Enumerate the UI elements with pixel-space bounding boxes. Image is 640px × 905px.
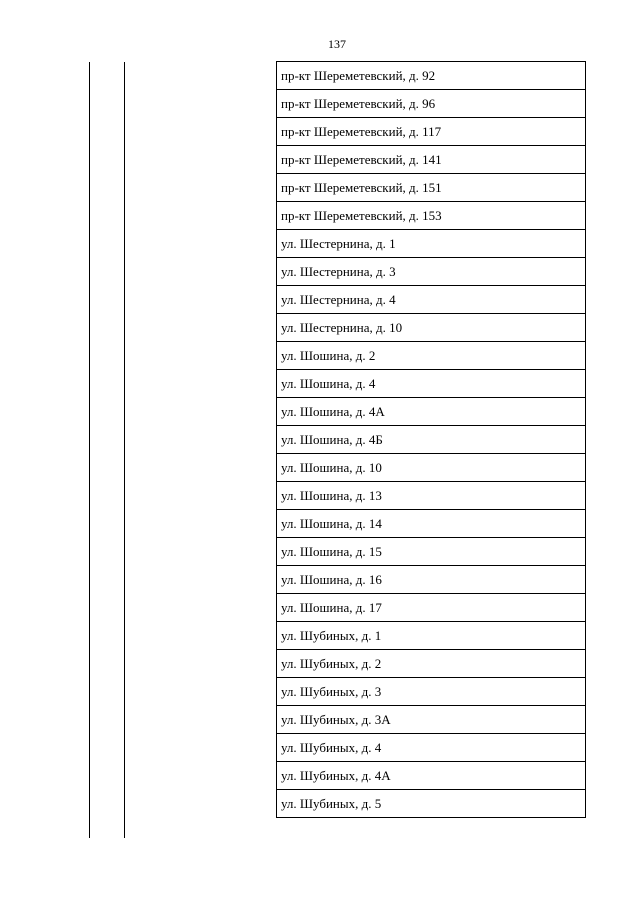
address-cell: ул. Шошина, д. 4Б	[277, 426, 586, 454]
table-row	[277, 146, 586, 174]
table-row	[277, 230, 586, 258]
address-cell: ул. Шошина, д. 2	[277, 342, 586, 370]
table-row	[277, 202, 586, 230]
address-table	[276, 61, 586, 818]
table-row	[277, 706, 586, 734]
address-cell: ул. Шубиных, д. 3А	[277, 706, 586, 734]
table-row	[277, 566, 586, 594]
table-left-border	[89, 62, 90, 838]
address-cell: пр-кт Шереметевский, д. 96	[277, 90, 586, 118]
table-row	[277, 258, 586, 286]
table-row	[277, 734, 586, 762]
address-cell: ул. Шубиных, д. 4А	[277, 762, 586, 790]
address-cell: ул. Шестернина, д. 3	[277, 258, 586, 286]
table-row	[277, 426, 586, 454]
page-number: 137	[328, 37, 346, 51]
table-row	[277, 62, 586, 90]
address-cell: ул. Шошина, д. 4	[277, 370, 586, 398]
table-row	[277, 342, 586, 370]
address-cell: пр-кт Шереметевский, д. 92	[277, 62, 586, 90]
address-cell: пр-кт Шереметевский, д. 151	[277, 174, 586, 202]
address-cell: ул. Шошина, д. 16	[277, 566, 586, 594]
table-row	[277, 790, 586, 818]
address-cell: ул. Шошина, д. 15	[277, 538, 586, 566]
table-row	[277, 286, 586, 314]
table-row	[277, 678, 586, 706]
address-cell: ул. Шубиных, д. 2	[277, 650, 586, 678]
table-row	[277, 398, 586, 426]
table-row	[277, 510, 586, 538]
address-cell: ул. Шубиных, д. 5	[277, 790, 586, 818]
table-row	[277, 482, 586, 510]
address-cell: ул. Шубиных, д. 1	[277, 622, 586, 650]
address-cell: пр-кт Шереметевский, д. 117	[277, 118, 586, 146]
address-cell: ул. Шошина, д. 10	[277, 454, 586, 482]
address-cell: ул. Шубиных, д. 4	[277, 734, 586, 762]
table-row	[277, 762, 586, 790]
table-row	[277, 314, 586, 342]
table-row	[277, 594, 586, 622]
address-cell: ул. Шубиных, д. 3	[277, 678, 586, 706]
address-cell: ул. Шошина, д. 17	[277, 594, 586, 622]
table-row	[277, 174, 586, 202]
address-cell: пр-кт Шереметевский, д. 153	[277, 202, 586, 230]
table-row	[277, 370, 586, 398]
column-divider-1	[124, 62, 125, 838]
address-cell: пр-кт Шереметевский, д. 141	[277, 146, 586, 174]
address-cell: ул. Шошина, д. 13	[277, 482, 586, 510]
address-cell: ул. Шошина, д. 4А	[277, 398, 586, 426]
address-table-body	[277, 62, 586, 818]
address-cell: ул. Шошина, д. 14	[277, 510, 586, 538]
address-cell: ул. Шестернина, д. 10	[277, 314, 586, 342]
table-row	[277, 90, 586, 118]
table-row	[277, 650, 586, 678]
address-cell: ул. Шестернина, д. 4	[277, 286, 586, 314]
table-row	[277, 622, 586, 650]
table-row	[277, 538, 586, 566]
table-row	[277, 454, 586, 482]
table-row	[277, 118, 586, 146]
address-cell: ул. Шестернина, д. 1	[277, 230, 586, 258]
